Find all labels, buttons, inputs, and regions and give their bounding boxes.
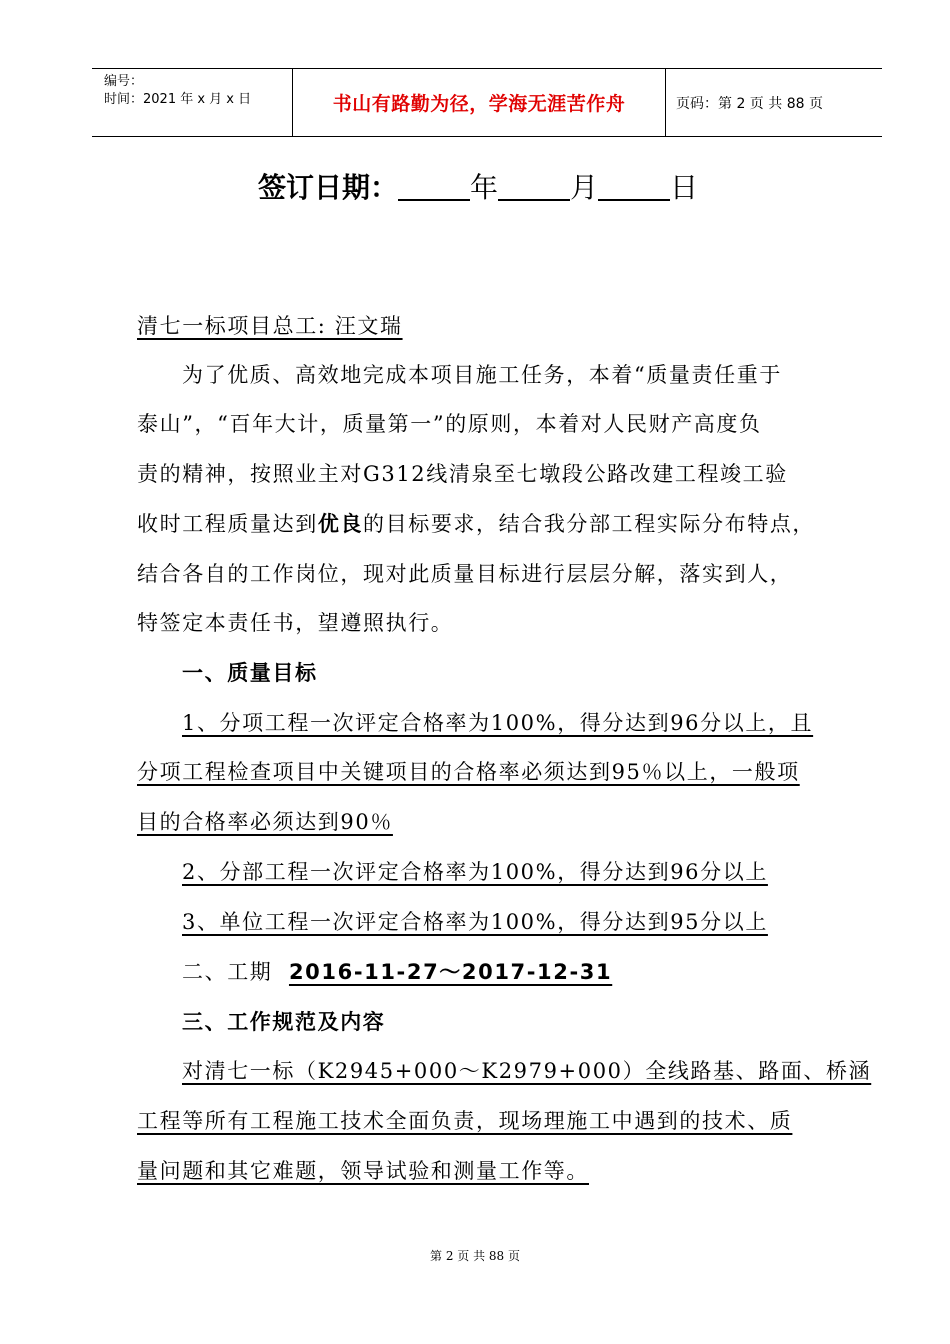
section-1-heading: 一、质量目标 bbox=[182, 661, 318, 685]
para1-line4-a: 收时工程质量达到 bbox=[137, 512, 318, 536]
para1-line4 bbox=[137, 508, 815, 538]
quality-item-2: 2、分部工程一次评定合格率为100%，得分达到96分以上 bbox=[182, 860, 768, 884]
para1-line3: 责的精神，按照业主对G312线清泉至七墩段公路改建工程竣工验 bbox=[137, 462, 788, 486]
para1-line2: 泰山”，“百年大计，质量第一”的原则，本着对人民财产高度负 bbox=[137, 412, 762, 436]
work-line2: 工程等所有工程施工技术全面负责，现场理施工中遇到的技术、质 bbox=[137, 1109, 793, 1133]
time-label: 时间：2021 年 x 月 x 日 bbox=[104, 92, 252, 107]
sign-label: 签订日期： bbox=[258, 171, 399, 204]
section-3-heading: 三、工作规范及内容 bbox=[182, 1010, 386, 1034]
doc-title: 清七一标项目总工: 汪文瑞 bbox=[137, 314, 403, 338]
section-2-label: 二、工期 bbox=[182, 960, 273, 984]
quality-item-3: 3、单位工程一次评定合格率为100%，得分达到95分以上 bbox=[182, 910, 768, 934]
section-2 bbox=[182, 956, 612, 986]
para1-line4-bold: 优良 bbox=[317, 512, 364, 536]
header-meta bbox=[92, 69, 293, 136]
serial-label: 编号： bbox=[104, 74, 144, 89]
page-label: 页码：第 2 页 共 88 页 bbox=[676, 95, 823, 112]
quality-item-1-line3: 目的合格率必须达到90％ bbox=[137, 810, 393, 834]
para1-line1: 为了优质、高效地完成本项目施工任务，本着“质量责任重于 bbox=[182, 363, 782, 387]
quality-item-1-line1: 1、分项工程一次评定合格率为100%，得分达到96分以上，且 bbox=[182, 711, 814, 735]
year-unit: 年 bbox=[470, 171, 499, 204]
sign-date bbox=[258, 166, 698, 206]
motto: 书山有路勤为径，学海无涯苦作舟 bbox=[332, 93, 626, 115]
para1-line6: 特签定本责任书，望遵照执行。 bbox=[137, 611, 454, 635]
page-header bbox=[92, 68, 882, 137]
header-page-cell bbox=[666, 69, 882, 136]
page-footer: 第 2 页 共 88 页 bbox=[430, 1249, 520, 1263]
month-blank bbox=[498, 171, 570, 201]
para1-line5: 结合各自的工作岗位，现对此质量目标进行层层分解，落实到人， bbox=[137, 562, 793, 586]
work-line1: 对清七一标（K2945+000～K2979+000）全线路基、路面、桥涵 bbox=[182, 1059, 872, 1083]
month-unit: 月 bbox=[570, 171, 599, 204]
quality-item-1-line2: 分项工程检查项目中关键项目的合格率必须达到95％以上，一般项 bbox=[137, 760, 800, 784]
day-unit: 日 bbox=[670, 171, 699, 204]
period-value: 2016-11-27～2017-12-31 bbox=[288, 960, 613, 984]
day-blank bbox=[598, 171, 670, 201]
para1-line4-b: 的目标要求，结合我分部工程实际分布特点， bbox=[363, 512, 816, 536]
header-motto-cell bbox=[293, 69, 666, 136]
work-line3: 量问题和其它难题，领导试验和测量工作等。 bbox=[137, 1159, 589, 1183]
year-blank bbox=[398, 171, 470, 201]
